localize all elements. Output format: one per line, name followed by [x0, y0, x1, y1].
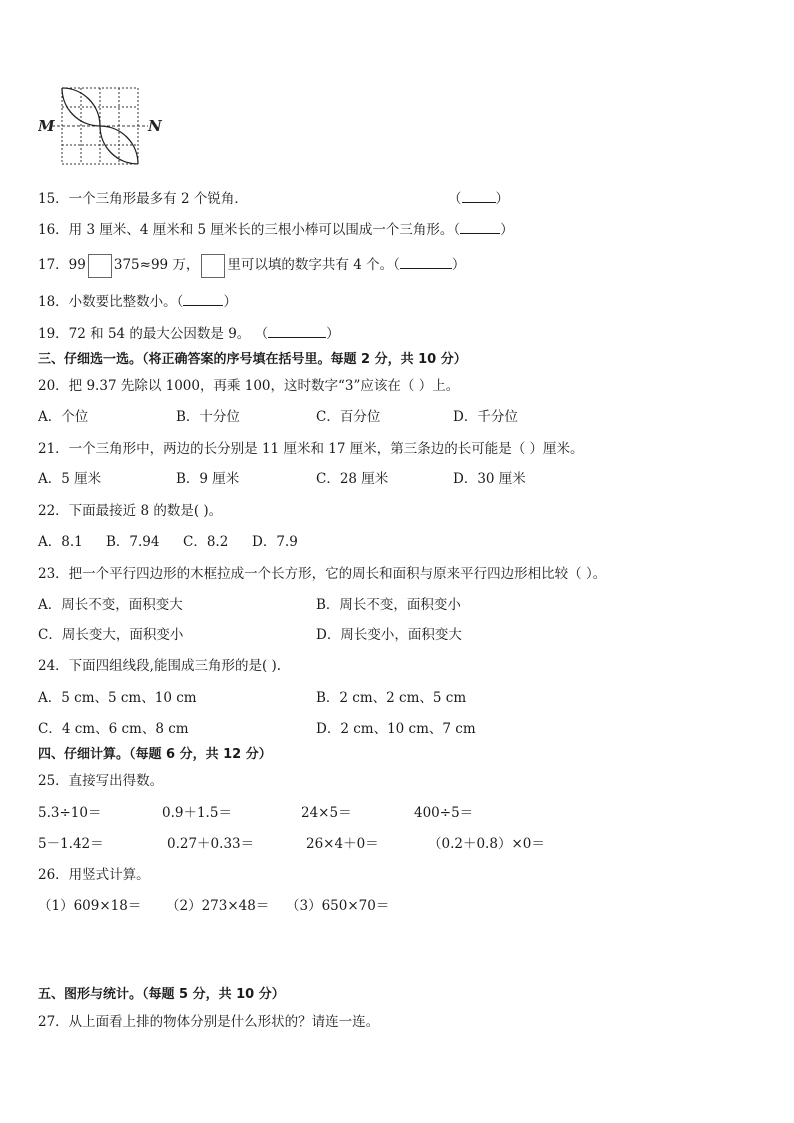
answer-blank[interactable] — [268, 325, 326, 338]
option-a[interactable]: A．周长不变，面积变大 — [38, 597, 183, 613]
question-15 — [38, 187, 248, 207]
option-d[interactable]: D．2 cm、10 cm、7 cm — [316, 721, 476, 737]
section-3-heading: 三、仔细选一选。（将正确答案的序号填在括号里。每题 2 分，共 10 分） — [38, 352, 467, 367]
option-b[interactable]: B．7.94 — [106, 534, 160, 550]
question-16-text: 16．用 3 厘米、4 厘米和 5 厘米长的三根小棒可以围成一个三角形。（ — [38, 222, 461, 238]
vertical-calc-item: （2）273×48＝ — [166, 898, 270, 914]
question-26-text: 26．用竖式计算。 — [38, 867, 150, 883]
vertical-calc-item: （1）609×18＝ — [38, 898, 142, 914]
calc-item: 26×4＋0＝ — [306, 836, 379, 852]
section-4-heading: 四、仔细计算。（每题 6 分，共 12 分） — [38, 747, 272, 762]
option-a[interactable]: A．个位 — [38, 409, 89, 425]
option-c[interactable]: C．百分位 — [316, 409, 381, 425]
blank-box[interactable] — [201, 254, 225, 278]
option-c[interactable]: C．4 cm、6 cm、8 cm — [38, 721, 189, 737]
question-19: 19．72 和 54 的最大公因数是 9。 （ ） — [38, 326, 340, 342]
calc-item: 0.9＋1.5＝ — [162, 805, 232, 821]
option-a[interactable]: A．8.1 — [38, 534, 83, 550]
answer-blank[interactable] — [400, 256, 452, 269]
grid-figure — [38, 84, 168, 172]
option-c[interactable]: C．周长变大，面积变小 — [38, 627, 184, 643]
calc-item: 24×5＝ — [301, 805, 352, 821]
answer-blank[interactable] — [462, 190, 496, 203]
question-22-text: 22．下面最接近 8 的数是( )。 — [38, 503, 223, 519]
question-17: 17．99 375≈99 万， 里可以填的数字共有 4 个。（ ） — [38, 253, 465, 278]
grid-arc-diagram — [38, 84, 168, 168]
option-d[interactable]: D．千分位 — [453, 409, 518, 425]
question-24-text: 24．下面四组线段,能围成三角形的是( ). — [38, 658, 282, 674]
answer-blank[interactable] — [460, 221, 500, 234]
calc-item: 0.27＋0.33＝ — [167, 836, 255, 852]
question-27-text: 27．从上面看上排的物体分别是什么形状的？请连一连。 — [38, 1014, 380, 1030]
option-d[interactable]: D．30 厘米 — [453, 471, 526, 487]
question-20-text: 20．把 9.37 先除以 1000，再乘 100，这时数字“3”应该在（ ）上。 — [38, 378, 460, 394]
option-b[interactable]: B．十分位 — [176, 409, 240, 425]
calc-item: （0.2＋0.8）×0＝ — [428, 836, 545, 852]
option-c[interactable]: C．8.2 — [183, 534, 229, 550]
question-21-text: 21．一个三角形中，两边的长分别是 11 厘米和 17 厘米，第三条边的长可能是（ ）厘米。 — [38, 441, 584, 457]
question-16: 16．用 3 厘米、4 厘米和 5 厘米长的三根小棒可以围成一个三角形。（ ） — [38, 222, 514, 238]
blank-box[interactable] — [88, 254, 112, 278]
calc-item: 5.3÷10＝ — [38, 805, 102, 821]
question-15-answer: （ ） — [448, 191, 509, 207]
vertical-calc-item: （3）650×70＝ — [286, 898, 390, 914]
option-b[interactable]: B．9 厘米 — [176, 471, 240, 487]
label-n: N — [148, 117, 162, 135]
option-d[interactable]: D．周长变小，面积变大 — [316, 627, 462, 643]
option-d[interactable]: D．7.9 — [252, 534, 298, 550]
section-5-heading: 五、图形与统计。（每题 5 分，共 10 分） — [38, 987, 285, 1002]
answer-blank[interactable] — [183, 293, 223, 306]
calc-item: 400÷5＝ — [414, 805, 474, 821]
question-25-text: 25．直接写出得数。 — [38, 773, 164, 789]
option-b[interactable]: B．2 cm、2 cm、5 cm — [316, 690, 467, 706]
option-c[interactable]: C．28 厘米 — [316, 471, 389, 487]
question-23-text: 23．把一个平行四边形的木框拉成一个长方形，它的周长和面积与原来平行四边形相比较（ ）。 — [38, 566, 607, 582]
question-18: 18．小数要比整数小。（ ） — [38, 294, 237, 310]
calc-item: 5－1.42＝ — [38, 836, 104, 852]
label-m: M — [38, 117, 55, 135]
option-a[interactable]: A．5 cm、5 cm、10 cm — [38, 690, 197, 706]
question-15-text: 15．一个三角形最多有 2 个锐角． — [38, 191, 248, 207]
option-a[interactable]: A．5 厘米 — [38, 471, 102, 487]
option-b[interactable]: B．周长不变，面积变小 — [316, 597, 461, 613]
